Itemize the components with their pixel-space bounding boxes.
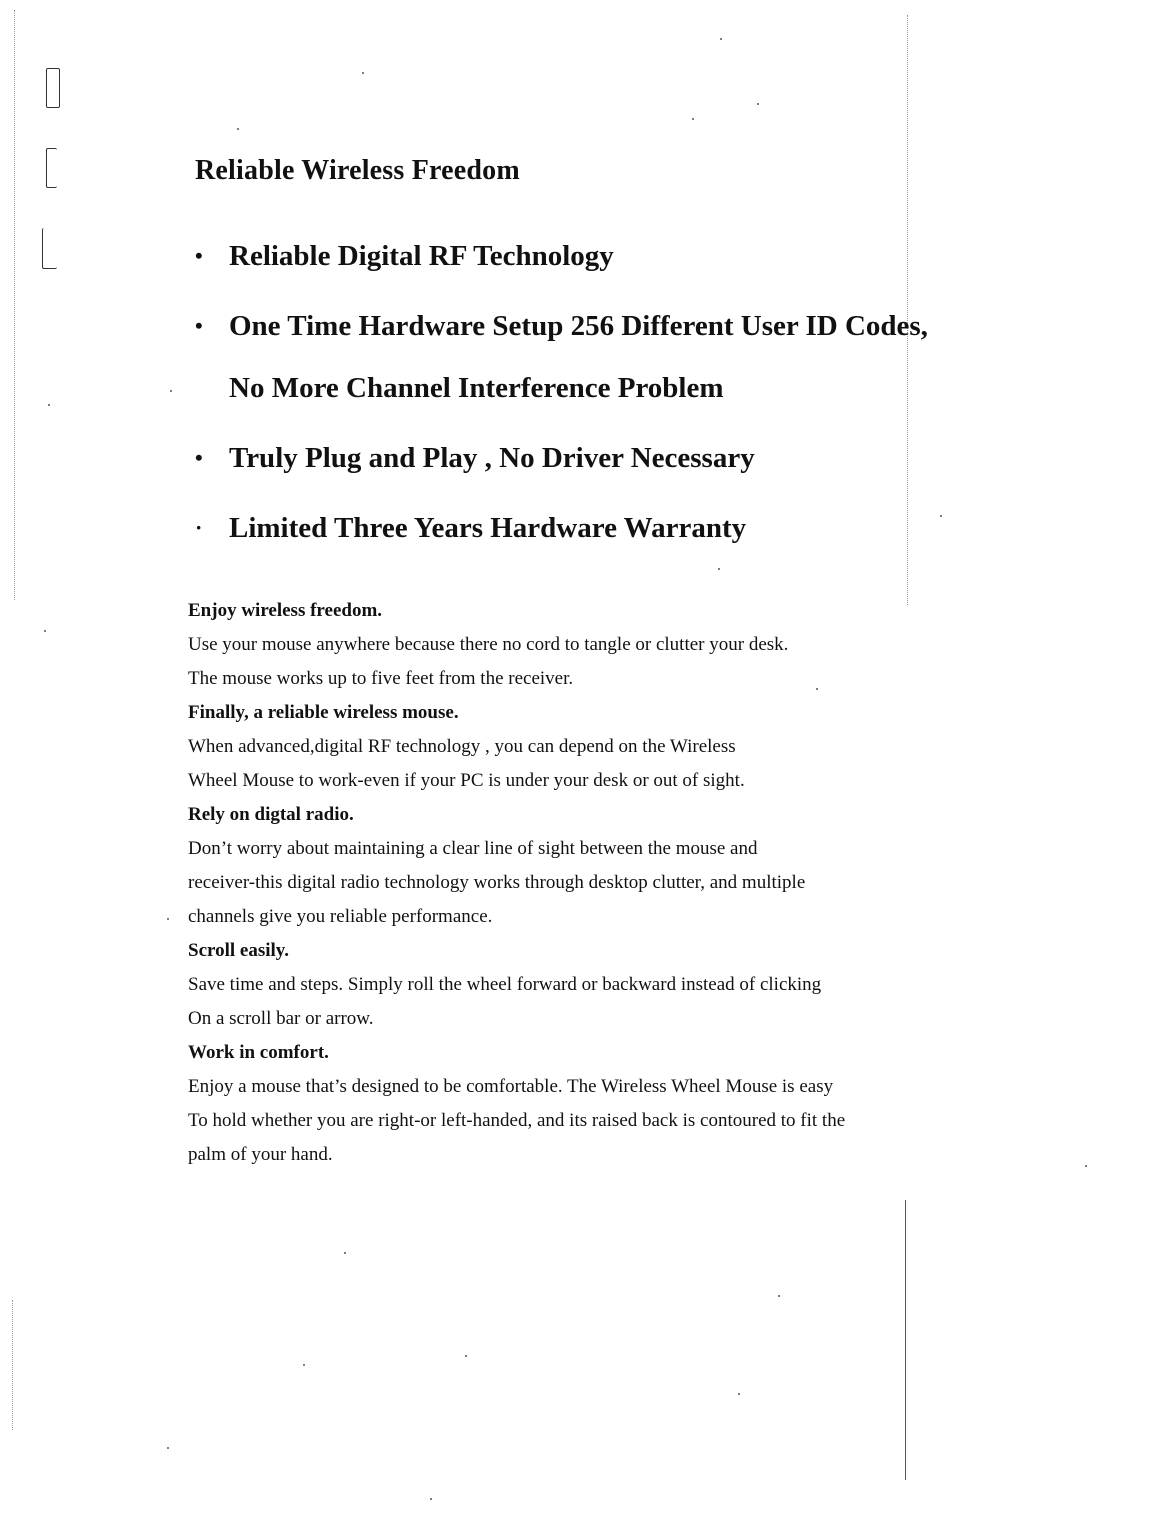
scan-speck [692, 118, 694, 120]
body-line: On a scroll bar or arrow. [188, 1008, 374, 1029]
body-line: palm of your hand. [188, 1144, 333, 1165]
section-heading: Scroll easily. [188, 940, 289, 961]
scan-speck [718, 568, 720, 570]
feature-text: Truly Plug and Play , No Driver Necessary [229, 442, 755, 474]
punch-hole-mark [46, 68, 60, 108]
section-heading: Work in comfort. [188, 1042, 329, 1063]
page-title: Reliable Wireless Freedom [195, 155, 520, 186]
section-heading: Finally, a reliable wireless mouse. [188, 702, 459, 723]
scan-speck [362, 72, 364, 74]
bullet-icon: • [195, 243, 203, 268]
scan-edge-line [905, 1200, 906, 1480]
scan-speck [48, 404, 50, 406]
scan-speck [465, 1355, 467, 1357]
list-item [195, 497, 1055, 559]
bullet-icon: • [195, 445, 203, 470]
scan-speck [344, 1252, 346, 1254]
body-line: Save time and steps. Simply roll the wheel forward or backward instead of clicking [188, 974, 822, 995]
scan-speck [778, 1295, 780, 1297]
scan-speck [1085, 1165, 1087, 1167]
scan-speck [44, 630, 46, 632]
scan-speck [167, 918, 169, 920]
body-line: Wheel Mouse to work-even if your PC is under your desk or out of sight. [188, 770, 745, 791]
bullet-icon: • [195, 313, 203, 338]
punch-hole-mark [42, 228, 57, 269]
body-sections [188, 594, 1018, 1172]
feature-text: Reliable Digital RF Technology [229, 240, 614, 272]
bullet-icon: · [195, 515, 203, 540]
scan-edge-line [12, 1300, 13, 1430]
feature-text: Limited Three Years Hardware Warranty [229, 512, 747, 544]
body-line: receiver-this digital radio technology works through desktop clutter, and multiple [188, 872, 806, 893]
body-line: To hold whether you are right-or left-handed, and its raised back is contoured to fit the [188, 1110, 846, 1131]
body-line: Use your mouse anywhere because there no cord to tangle or clutter your desk. [188, 634, 789, 655]
scan-edge-line [14, 10, 15, 600]
list-item [195, 225, 1055, 287]
scan-speck [738, 1393, 740, 1395]
punch-hole-mark [46, 148, 57, 188]
section-heading: Rely on digtal radio. [188, 804, 354, 825]
list-item [195, 295, 1055, 419]
feature-text-line-2: No More Channel Interference Problem [229, 372, 724, 404]
scan-speck [167, 1447, 169, 1449]
scan-speck [430, 1498, 432, 1500]
feature-list [195, 225, 1055, 567]
scan-speck [720, 38, 722, 40]
feature-text-line-1: One Time Hardware Setup 256 Different User ID Codes, [229, 310, 928, 342]
body-line: Don’t worry about maintaining a clear line of sight between the mouse and [188, 838, 758, 859]
scan-speck [303, 1364, 305, 1366]
body-line: Enjoy a mouse that’s designed to be comfortable. The Wireless Wheel Mouse is easy [188, 1076, 834, 1097]
body-line: The mouse works up to five feet from the receiver. [188, 668, 574, 689]
section-heading: Enjoy wireless freedom. [188, 600, 383, 621]
scan-speck [237, 128, 239, 130]
body-line: When advanced,digital RF technology , you can depend on the Wireless [188, 736, 736, 757]
body-line: channels give you reliable performance. [188, 906, 493, 927]
list-item [195, 427, 1055, 489]
scan-speck [757, 103, 759, 105]
scan-speck [170, 390, 172, 392]
